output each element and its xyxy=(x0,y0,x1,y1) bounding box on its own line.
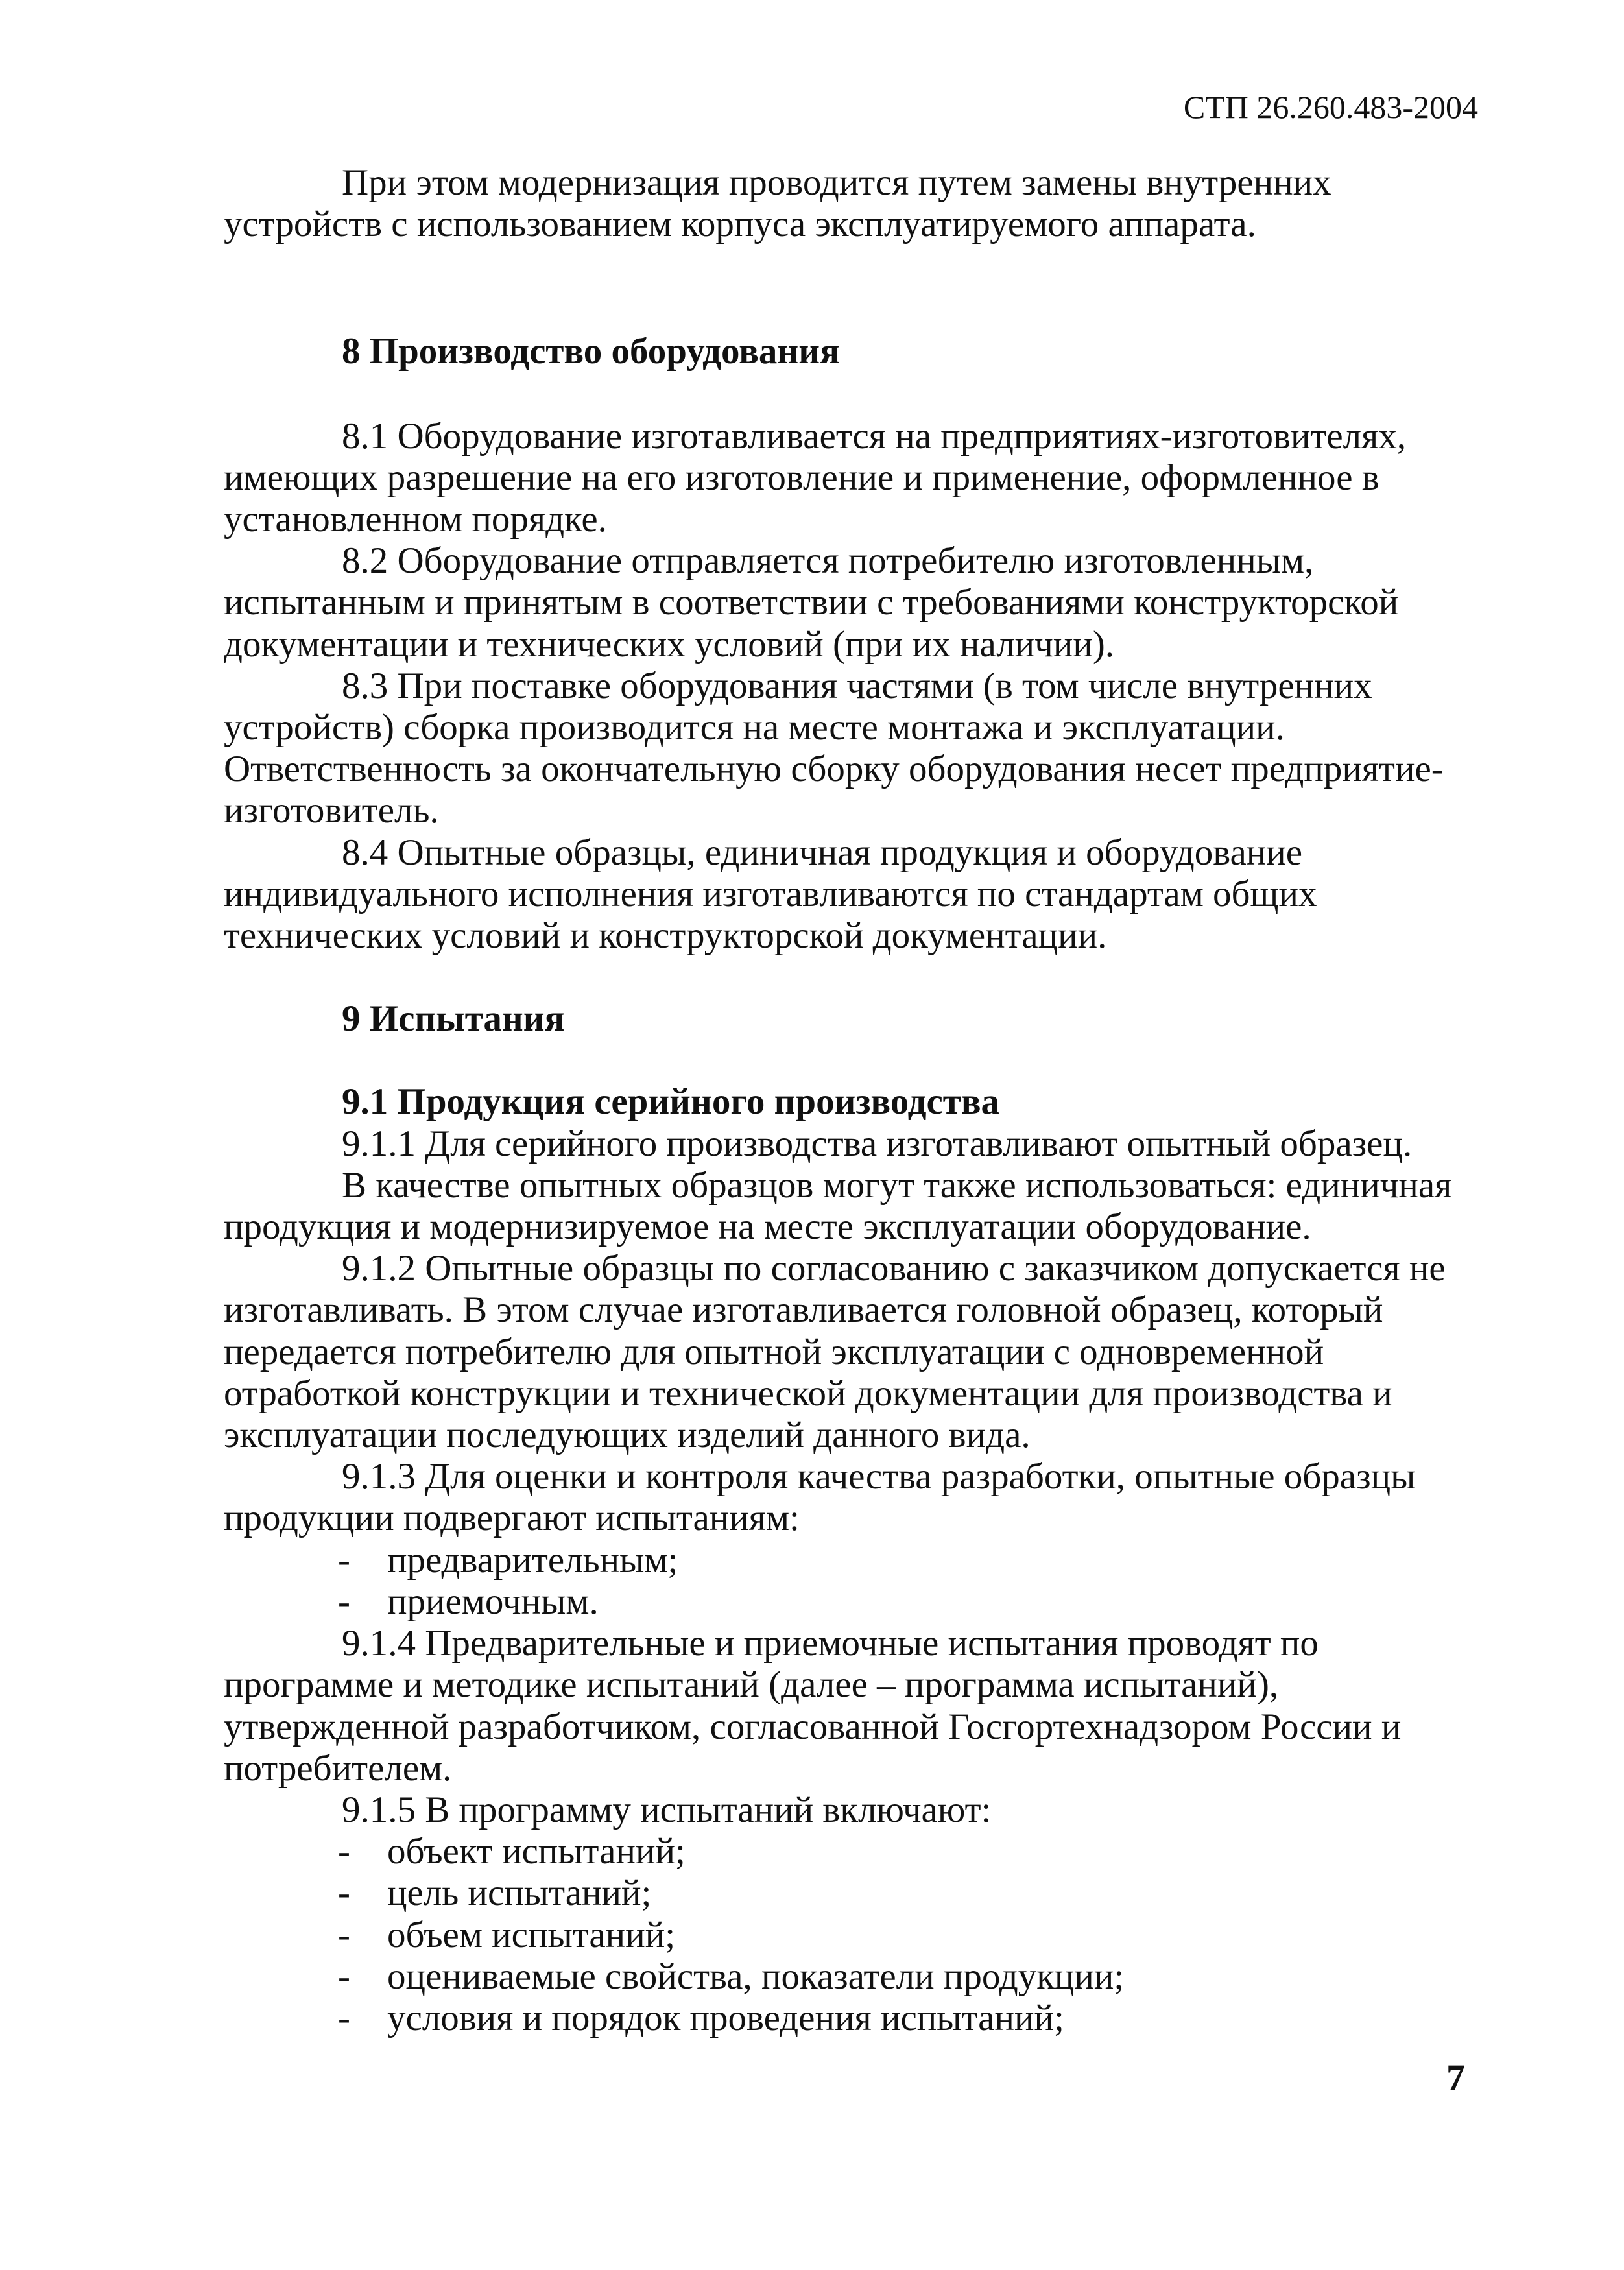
list-item-text: предварительным; xyxy=(387,1539,678,1581)
document-body xyxy=(224,162,1482,2039)
paragraph-8-3: 8.3 При поставке оборудования частями (в том числе внутренних устройств) сборка производится на месте монтажа и эксплуатации. Ответственность за окончательную сборку оборудования несет предприятие-изготовитель. xyxy=(224,665,1444,831)
spacer xyxy=(224,1040,1482,1081)
list-dash: - xyxy=(338,1914,350,1955)
list-dash: - xyxy=(338,1581,350,1622)
list-item xyxy=(224,1831,1482,1872)
list-item xyxy=(224,1956,1482,1998)
spacer xyxy=(224,957,1482,998)
list-item-text: цель испытаний; xyxy=(387,1872,652,1914)
paragraph-9-1-1: 9.1.1 Для серийного производства изготавливают опытный образец. xyxy=(342,1123,1413,1164)
list-dash: - xyxy=(338,1997,350,2038)
list-dash: - xyxy=(338,1831,350,1872)
list-item xyxy=(224,1915,1482,1956)
list-item xyxy=(224,1581,1482,1623)
paragraph-8-2: 8.2 Оборудование отправляется потребителю изготовленным, испытанным и принятым в соответствии с требованиями конструкторской документации и технических условий (при их наличии). xyxy=(224,540,1399,665)
document-code: СТП 26.260.483-2004 xyxy=(1183,89,1478,125)
list-dash: - xyxy=(338,1955,350,1997)
spacer xyxy=(224,373,1482,416)
paragraph-8-4: 8.4 Опытные образцы, единичная продукция и оборудование индивидуального исполнения изготавливаются по стандартам общих технических условий и конструкторской документации. xyxy=(224,831,1317,957)
paragraph-9-1-1-continued: В качестве опытных образцов могут также использоваться: единичная продукция и модернизируемое на месте эксплуатации оборудование. xyxy=(224,1164,1452,1248)
list-dash: - xyxy=(338,1872,350,1914)
list-item-text: оцениваемые свойства, показатели продукции; xyxy=(387,1955,1125,1997)
paragraph-8-1: 8.1 Оборудование изготавливается на предприятиях-изготовителях, имеющих разрешение на его изготовление и применение, оформленное в установленном порядке. xyxy=(224,415,1407,540)
paragraph-9-1-3: 9.1.3 Для оценки и контроля качества разработки, опытные образцы продукции подвергают испытаниям: xyxy=(224,1456,1416,1539)
list-item-text: условия и порядок проведения испытаний; xyxy=(387,1997,1064,2038)
section-8-heading: 8 Производство оборудования xyxy=(342,331,840,372)
spacer xyxy=(224,245,1482,331)
list-dash: - xyxy=(338,1539,350,1581)
list-item-text: приемочным. xyxy=(387,1581,599,1622)
list-item-text: объем испытаний; xyxy=(387,1914,676,1955)
list-item xyxy=(224,1872,1482,1914)
paragraph-9-1-5: 9.1.5 В программу испытаний включают: xyxy=(342,1789,992,1830)
list-item-text: объект испытаний; xyxy=(387,1831,686,1872)
list-item xyxy=(224,1998,1482,2039)
subsection-9-1-heading: 9.1 Продукция серийного производства xyxy=(342,1081,1000,1123)
section-9-heading: 9 Испытания xyxy=(342,998,565,1040)
paragraph-9-1-4: 9.1.4 Предварительные и приемочные испытания проводят по программе и методике испытаний (далее – программа испытаний), утвержденной разработчиком, согласованной Госгортехнадзором России и потребителем. xyxy=(224,1623,1402,1789)
list-item xyxy=(224,1540,1482,1581)
paragraph-9-1-2: 9.1.2 Опытные образцы по согласованию с заказчиком допускается не изготавливать. В этом случае изготавливается головной образец, который передается потребителю для опытной эксплуатации с одновременной отработкой конструкции и технической документации для производства и эксплуатации последующих изделий данного вида. xyxy=(224,1248,1446,1456)
page-number: 7 xyxy=(1446,2057,1465,2099)
intro-paragraph: При этом модернизация проводится путем замены внутренних устройств с использованием корпуса эксплуатируемого аппарата. xyxy=(224,162,1331,245)
